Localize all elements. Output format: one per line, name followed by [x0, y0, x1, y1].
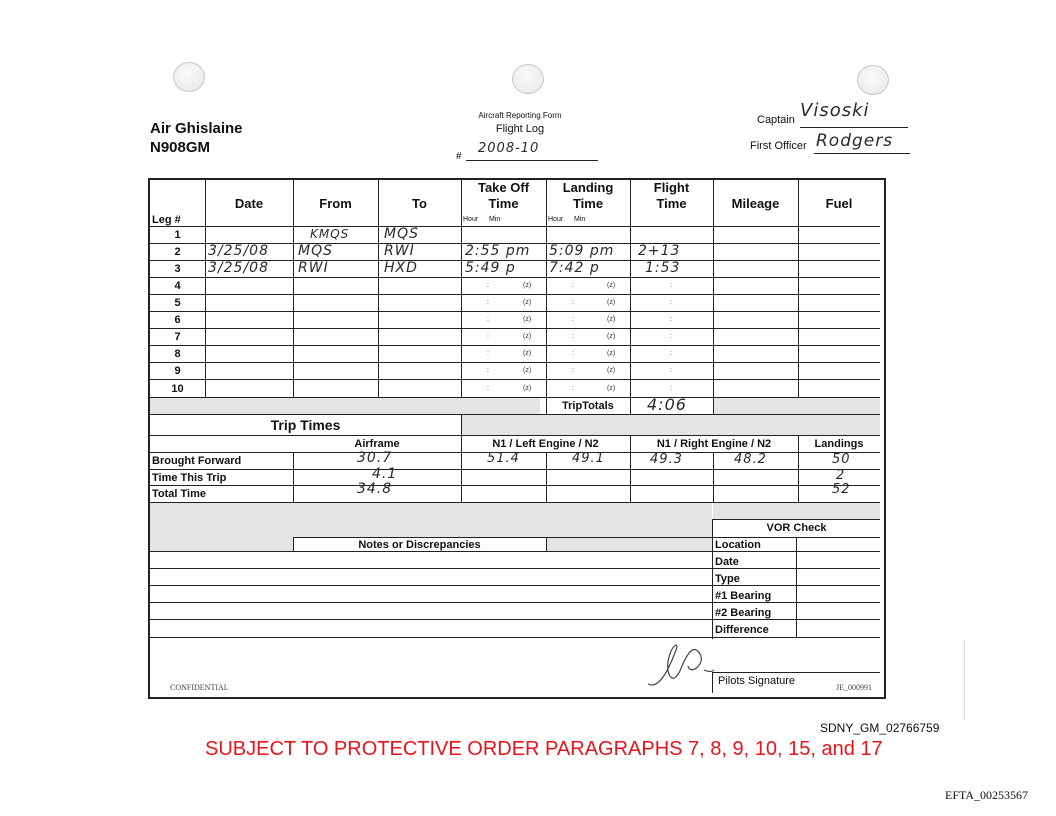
left-n2-value: 49.1 [572, 451, 605, 466]
form-subtitle: Flight Log [495, 123, 545, 135]
leg-row-number: 10 [171, 383, 184, 395]
company-name: Air Ghislaine [150, 120, 243, 137]
leg-row-number: 3 [174, 263, 181, 275]
leg-from: MQS [298, 243, 333, 259]
leg-flight-time: 2+13 [638, 243, 681, 259]
trip-totals-value: 4:06 [647, 395, 687, 414]
leg-landing-time: 5:09 pm [549, 243, 615, 259]
tail-number: N908GM [150, 139, 211, 156]
landing-hour-label: Hour [548, 216, 564, 223]
right-n1-value: 49.3 [650, 452, 683, 467]
takeoff-min-label: Min [489, 216, 501, 223]
vor-check-title: VOR Check [766, 522, 827, 534]
airframe-value: 30.7 [357, 450, 393, 466]
time-this-trip-label: Time This Trip [152, 472, 227, 484]
leg-row-number: 9 [174, 365, 181, 377]
landings-header: Landings [814, 438, 864, 450]
takeoff-header-2: Time [488, 196, 519, 211]
airframe-header: Airframe [354, 438, 400, 450]
to-header: To [412, 196, 427, 211]
efta-id: EFTA_00253567 [945, 788, 1029, 802]
notes-title: Notes or Discrepancies [358, 539, 481, 551]
leg-row-number: 8 [174, 348, 181, 360]
captain-label: Captain [757, 114, 795, 126]
vor-field-bearing-1: #1 Bearing [715, 590, 772, 602]
trip-totals-label: TripTotals [562, 400, 614, 412]
vor-field-bearing-2: #2 Bearing [715, 607, 772, 619]
leg-to: HXD [384, 260, 418, 276]
date-header: Date [234, 196, 264, 211]
landing-header-2: Time [572, 196, 604, 211]
punch-hole-center [512, 64, 544, 94]
mileage-header: Mileage [731, 196, 780, 211]
landings-value: 2 [836, 468, 846, 483]
leg-row-number: 6 [174, 314, 181, 326]
airframe-value: 4.1 [372, 466, 398, 482]
protective-order-notice: SUBJECT TO PROTECTIVE ORDER PARAGRAPHS 7, 8, 9, 10, 15, and 17 [205, 738, 883, 760]
form-title: Aircraft Reporting Form [478, 111, 562, 120]
landings-value: 50 [832, 452, 851, 467]
leg-date: 3/25/08 [208, 260, 269, 276]
vor-field-location: Location [715, 539, 761, 551]
landings-value: 52 [832, 482, 851, 497]
sdny-id: SDNY_GM_02766759 [820, 721, 940, 735]
right-n2-value: 48.2 [734, 452, 767, 467]
first-officer-label: First Officer [750, 140, 807, 152]
vor-field-difference: Difference [715, 624, 769, 636]
leg-to: MQS [384, 226, 419, 242]
vor-field-type: Type [715, 573, 740, 585]
punch-hole-right [857, 65, 889, 95]
takeoff-hour-label: Hour [463, 216, 479, 223]
leg-takeoff-time: 2:55 pm [465, 243, 531, 259]
fuel-header: Fuel [825, 196, 853, 211]
form-number-label: # [456, 151, 462, 162]
leg-flight-time: 1:53 [645, 260, 681, 276]
leg-row-number: 2 [174, 246, 181, 258]
leg-row-number: 4 [174, 280, 181, 292]
landing-header-1: Landing [562, 180, 614, 195]
landing-min-label: Min [574, 216, 586, 223]
leg-row-number: 1 [174, 229, 181, 241]
total-time-label: Total Time [152, 488, 206, 500]
leg-from: RWI [298, 260, 329, 276]
takeoff-header-1: Take Off [477, 180, 530, 195]
pilots-signature-label: Pilots Signature [718, 675, 796, 687]
vor-field-date: Date [715, 556, 739, 568]
left-engine-header: N1 / Left Engine / N2 [492, 438, 599, 450]
right-engine-header: N1 / Right Engine / N2 [656, 438, 772, 450]
flight-header-1: Flight [653, 180, 690, 195]
leg-row-number: 5 [174, 297, 181, 309]
first-officer-name: Rodgers [816, 131, 894, 151]
form-number-value: 2008-10 [478, 141, 540, 156]
trip-times-title: Trip Times [270, 417, 341, 433]
leg-from: KMQS [310, 227, 350, 241]
leg-number-header: Leg # [152, 214, 181, 226]
brought-forward-label: Brought Forward [152, 455, 242, 467]
captain-name: Visoski [800, 100, 870, 121]
leg-takeoff-time: 5:49 p [465, 260, 516, 276]
leg-date: 3/25/08 [208, 243, 269, 259]
leg-to: RWI [384, 243, 415, 259]
flight-header-2: Time [656, 196, 687, 211]
airframe-value: 34.8 [357, 481, 393, 497]
from-header: From [319, 196, 352, 211]
bates-number-inner: JE_000991 [836, 683, 872, 692]
left-n1-value: 51.4 [487, 451, 520, 466]
confidential-stamp: CONFIDENTIAL [170, 683, 229, 692]
leg-landing-time: 7:42 p [549, 260, 600, 276]
punch-hole-left [173, 62, 205, 92]
leg-row-number: 7 [174, 331, 181, 343]
